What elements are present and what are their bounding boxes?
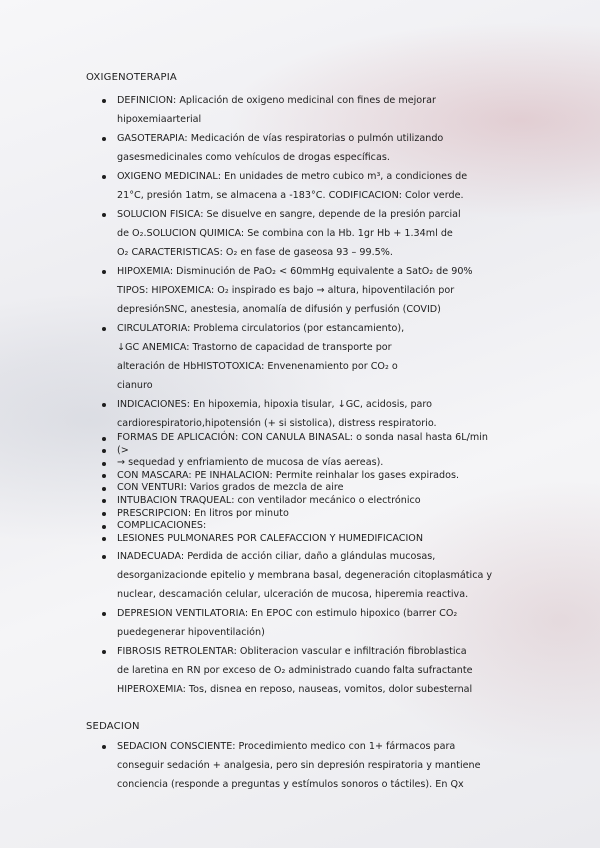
list-item: LESIONES PULMONARES POR CALEFACCION Y HUMEDIFICACION [100, 533, 520, 546]
list-item: CON VENTURI: Varios grados de mezcla de aire [100, 482, 520, 495]
list-item-indicaciones: INDICACIONES: En hipoxemia, hipoxia tisular, ↓GC, acidosis, paro cardiorespiratorio,hipotensión (+ si sistolica), distress respiratorio. [100, 395, 520, 433]
list-item-circulatoria: CIRCULATORIA: Problema circulatorios (por estancamiento), ↓GC ANEMICA: Trastorno de capacidad de transporte por alteración de HbHISTOTOXICA: Envenenamiento por CO₂ o cianuro [100, 319, 520, 395]
list-item: PRESCRIPCION: En litros por minuto [100, 508, 520, 521]
list-item-inadecuada: INADECUADA: Perdida de acción ciliar, daño a glándulas mucosas, desorganizacionde epitelio y membrana basal, degeneración citoplasmática y nuclear, descamación celular, ulceración de mucosa, hiperemia reactiva. [100, 547, 520, 604]
list-item-depresion-ventilatoria: DEPRESION VENTILATORIA: En EPOC con estimulo hipoxico (barrer CO₂ puedegenerar hipoventilación) [100, 604, 520, 642]
list-item: COMPLICACIONES: [100, 520, 520, 533]
list-item-definicion: DEFINICION: Aplicación de oxigeno medicinal con fines de mejorar hipoxemiaarterial [100, 91, 520, 129]
list-item: CON MASCARA: PE INHALACION: Permite reinhalar los gases expirados. [100, 470, 520, 483]
list-item-sedacion-consciente: SEDACION CONSCIENTE: Procedimiento medico con 1+ fármacos para conseguir sedación + analgesia, pero sin depresión respiratoria y mantiene conciencia (responde a preguntas y estímulos sonoros o táctiles). En Qx [100, 737, 520, 794]
formas-aplicacion-list [100, 432, 520, 545]
list-item-oxigeno-medicinal: OXIGENO MEDICINAL: En unidades de metro cubico m³, a condiciones de 21°C, presión 1atm, se almacena a -183°C. CODIFICACION: Color verde. [100, 167, 520, 205]
list-item: FORMAS DE APLICACIÓN: CON CANULA BINASAL: o sonda nasal hasta 6L/min [100, 432, 520, 445]
section-title-sedacion: SEDACION [86, 721, 140, 732]
sedacion-list [100, 737, 520, 794]
oxigenoterapia-list [100, 91, 520, 433]
list-item: (> [100, 445, 520, 458]
list-item-hipoxemia: HIPOXEMIA: Disminución de PaO₂ < 60mmHg equivalente a SatO₂ de 90% TIPOS: HIPOXEMICA: O₂ inspirado es bajo → altura, hipoventilación por depresiónSNC, anestesia, anomalía de difusión y perfusión (COVID) [100, 262, 520, 319]
complicaciones-list [100, 547, 520, 699]
list-item: INTUBACION TRAQUEAL: con ventilador mecánico o electrónico [100, 495, 520, 508]
list-item-fibrosis-retrolentar: FIBROSIS RETROLENTAR: Obliteracion vascular e infiltración fibroblastica de laretina en RN por exceso de O₂ administrado cuando falta sufractante HIPEROXEMIA: Tos, disnea en reposo, nauseas, vomitos, dolor subesternal [100, 642, 520, 699]
section-title-oxigenoterapia: OXIGENOTERAPIA [86, 72, 177, 83]
list-item-solucion-fisica: SOLUCION FISICA: Se disuelve en sangre, depende de la presión parcial de O₂.SOLUCION QUIMICA: Se combina con la Hb. 1gr Hb + 1.34ml de O₂ CARACTERISTICAS: O₂ en fase de gaseosa 93 – 99.5%. [100, 205, 520, 262]
list-item-gasoterapia: GASOTERAPIA: Medicación de vías respiratorias o pulmón utilizando gasesmedicinales como vehículos de drogas específicas. [100, 129, 520, 167]
list-item: → sequedad y enfriamiento de mucosa de vías aereas). [100, 457, 520, 470]
